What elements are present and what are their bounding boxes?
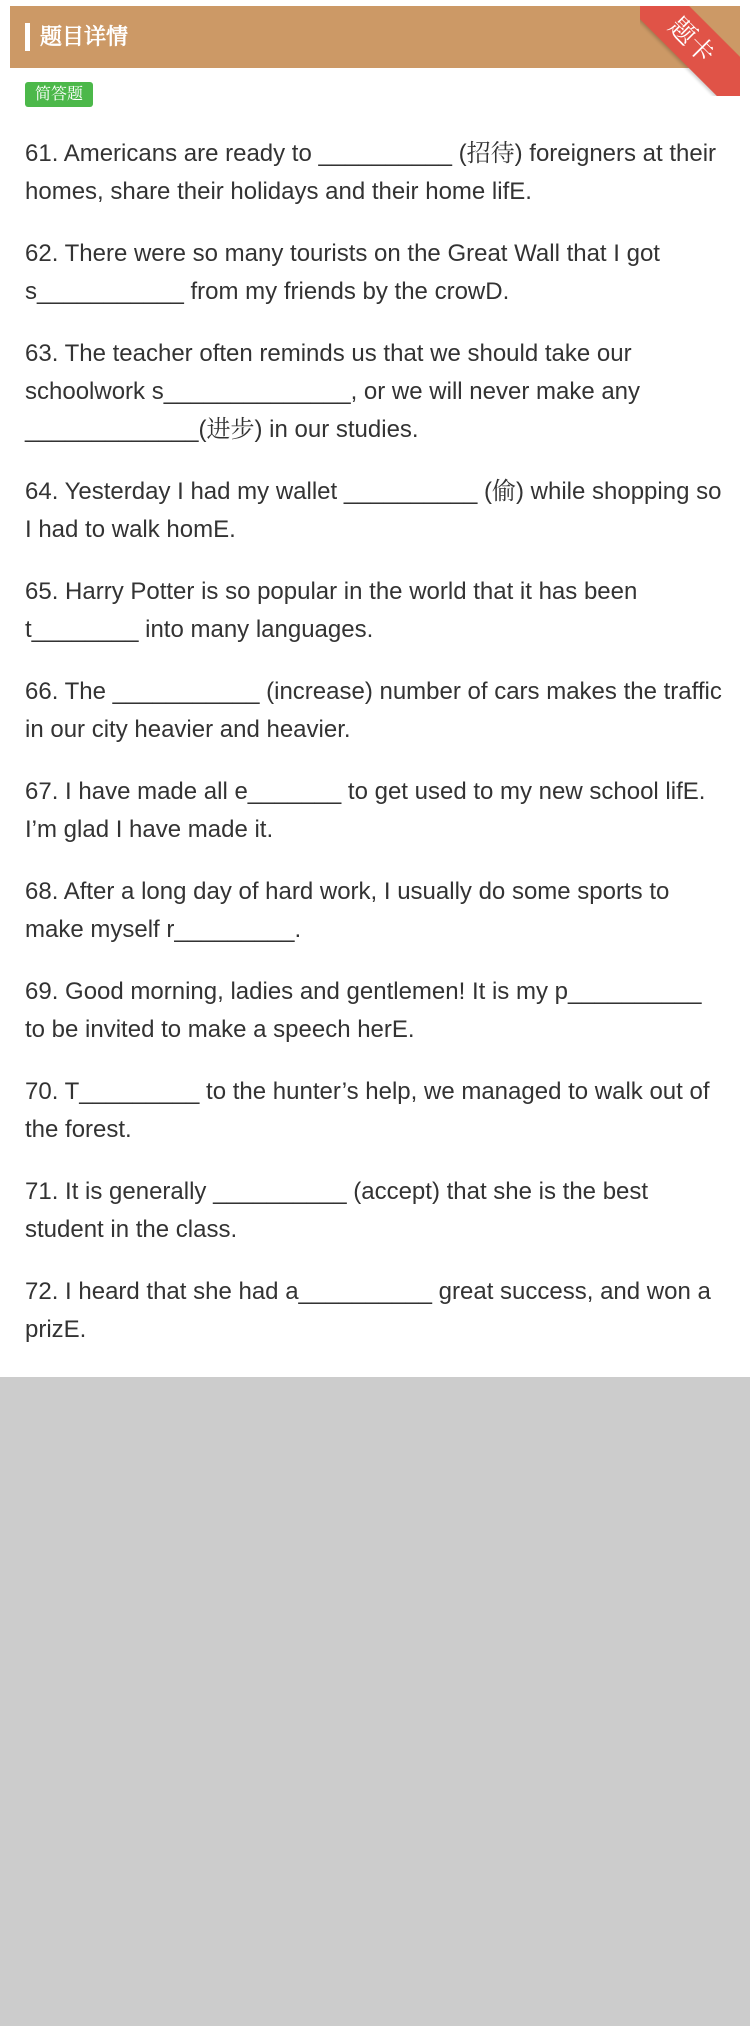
answer-card-ribbon[interactable] — [640, 6, 740, 96]
header-title: 题目详情 — [40, 24, 129, 49]
question-item: 65. Harry Potter is so popular in the world that it has been t________ into many languages. — [25, 578, 638, 643]
question-item: 62. There were so many tourists on the Great Wall that I got s___________ from my friends by the crowD. — [25, 240, 660, 305]
question-item: 69. Good morning, ladies and gentlemen! It is my p__________ to be invited to make a speech herE. — [25, 978, 702, 1043]
question-item: 72. I heard that she had a__________ great success, and won a prizE. — [25, 1278, 711, 1343]
question-item: 61. Americans are ready to __________ (招待) foreigners at their homes, share their holidays and their home lifE. — [25, 140, 717, 205]
question-item: 67. I have made all e_______ to get used to my new school lifE. I’m glad I have made it. — [25, 778, 706, 843]
answer-card-label[interactable]: 题卡 — [640, 6, 740, 96]
question-item: 63. The teacher often reminds us that we should take our schoolwork s______________, or we will never make any _____________(进步) in our studies. — [25, 340, 641, 443]
header-accent-bar — [25, 23, 30, 51]
question-item: 70. T_________ to the hunter’s help, we managed to walk out of the forest. — [25, 1078, 710, 1143]
question-item: 68. After a long day of hard work, I usually do some sports to make myself r_________. — [25, 878, 670, 943]
question-item: 71. It is generally __________ (accept) that she is the best student in the class. — [25, 1178, 649, 1243]
detail-header — [10, 6, 740, 68]
question-item: 66. The ___________ (increase) number of cars makes the traffic in our city heavier and heavier. — [25, 678, 722, 743]
question-item: 64. Yesterday I had my wallet __________ (偷) while shopping so I had to walk homE. — [25, 478, 722, 543]
question-list — [25, 135, 725, 1435]
question-type-tag: 简答题 — [25, 82, 93, 107]
loading-overlay — [0, 1377, 750, 2026]
